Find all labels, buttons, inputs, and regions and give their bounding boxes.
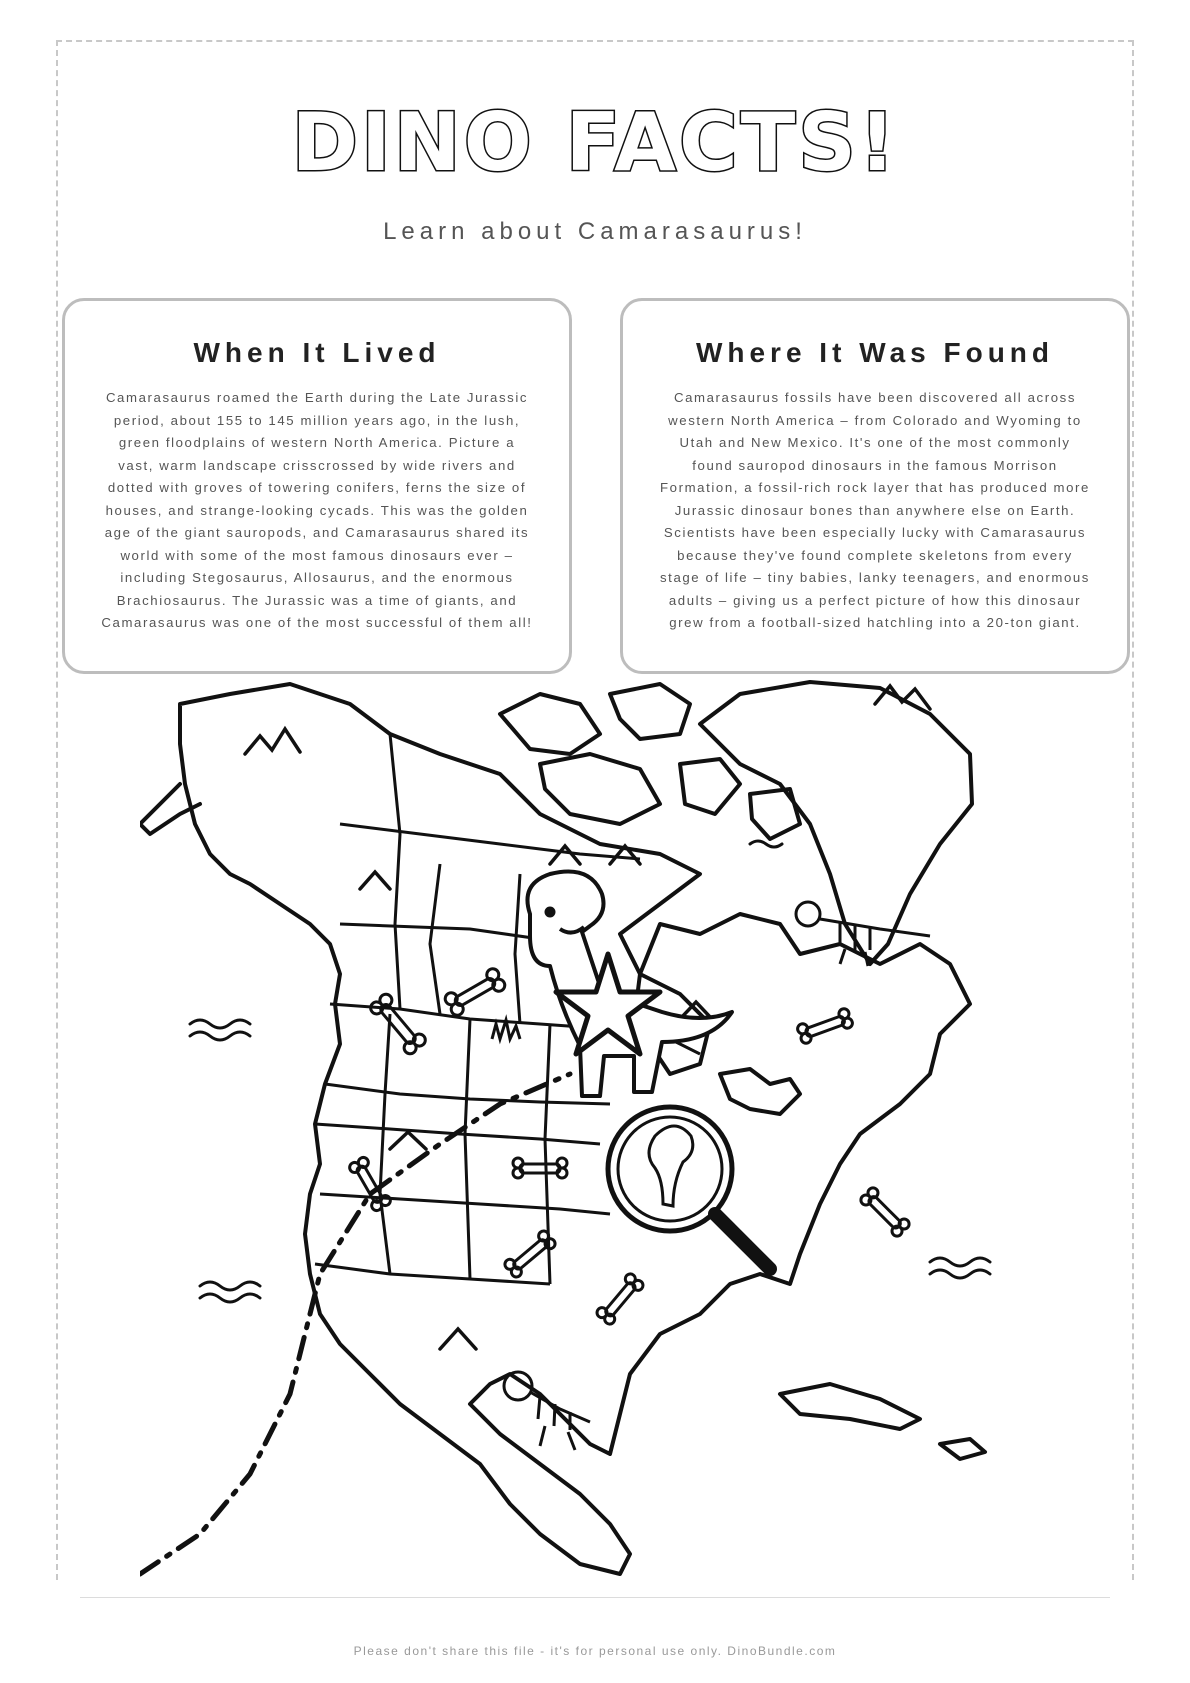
- north-america-map: [140, 674, 1060, 1586]
- skeleton-icon: [504, 1372, 590, 1450]
- card-heading: When It Lived: [193, 337, 441, 368]
- wave-icon: [200, 1294, 260, 1302]
- border-province-2: [430, 864, 440, 1014]
- bone-icon: [595, 1272, 645, 1326]
- bone-icon: [443, 967, 507, 1018]
- alaska-peninsula: [140, 784, 200, 834]
- cuba-outline: [780, 1384, 920, 1429]
- border-province-3: [515, 874, 520, 1024]
- card-body: Camarasaurus roamed the Earth during the Late Jurassic period, about 155 to 145 million years ago, in the lush, green floodplains of western North America. Picture a vast, warm landscape crisscrossed by wide rivers and dotted with groves of towering conifers, ferns the size of houses, and strange-looking cycads. This was the golden age of the giant sauropods, and Camarasaurus shared its world with some of the most famous dinosaurs ever – including Stegosaurus, Allosaurus, and the enormous Brachiosaurus. The Jurassic was a time of giants, and Camarasaurus was one of the most successful of them all!: [101, 390, 533, 630]
- card-when-it-lived: [62, 298, 572, 674]
- card-heading: Where It Was Found: [695, 337, 1055, 368]
- wave-icon: [190, 1032, 250, 1040]
- page-subtitle: Learn about Camarasaurus!: [383, 218, 807, 245]
- arctic-island-2: [540, 754, 660, 824]
- footer-notice: Please don't share this file - it's for personal use only. DinoBundle.com: [353, 1644, 837, 1658]
- bone-icon: [368, 992, 428, 1056]
- arctic-island-5: [750, 789, 800, 839]
- wave-icon: [750, 841, 782, 847]
- border-state-col-2: [465, 1019, 470, 1279]
- mainland-outline: [180, 684, 970, 1574]
- arctic-island-4: [680, 759, 740, 814]
- mountain-icon: [390, 1132, 426, 1149]
- card-body: Camarasaurus fossils have been discovered all across western North America – from Colorado and Wyoming to Utah and New Mexico. It's one of the most commonly found sauropod dinosaurs in the famous Morrison Formation, a fossil-rich rock layer that has produced more Jurassic dinosaur bones than anywhere else on Earth. Scientists have been especially lucky with Camarasaurus because they've found complete skeletons from every stage of life – tiny babies, lanky teenagers, and enormous adults – giving us a perfect picture of how this dinosaur grew from a football-sized hatchling into a 20-ton giant.: [659, 390, 1091, 630]
- bone-icon: [796, 1007, 854, 1044]
- arctic-island-1: [500, 694, 600, 754]
- mountain-icon: [360, 872, 390, 889]
- magnifier-icon: [608, 1107, 770, 1269]
- bone-icon: [513, 1158, 567, 1178]
- page-title: DINO FACTS!: [291, 96, 899, 189]
- wave-icon: [930, 1258, 990, 1266]
- caribbean-island: [940, 1439, 985, 1459]
- border-province-1: [390, 734, 400, 1009]
- border-state-col-1: [380, 1014, 390, 1274]
- mountain-icon: [245, 729, 300, 754]
- mountain-icon: [550, 846, 580, 864]
- arctic-island-3: [610, 684, 690, 739]
- bone-icon: [859, 1186, 911, 1238]
- wave-icon: [930, 1270, 990, 1278]
- wave-icon: [200, 1282, 260, 1290]
- footer-divider: [80, 1597, 1110, 1598]
- mountain-icon: [440, 1329, 476, 1349]
- wave-icon: [190, 1020, 250, 1028]
- border-province-4: [340, 924, 540, 939]
- great-lakes: [720, 1069, 800, 1114]
- card-where-it-was-found: [620, 298, 1130, 674]
